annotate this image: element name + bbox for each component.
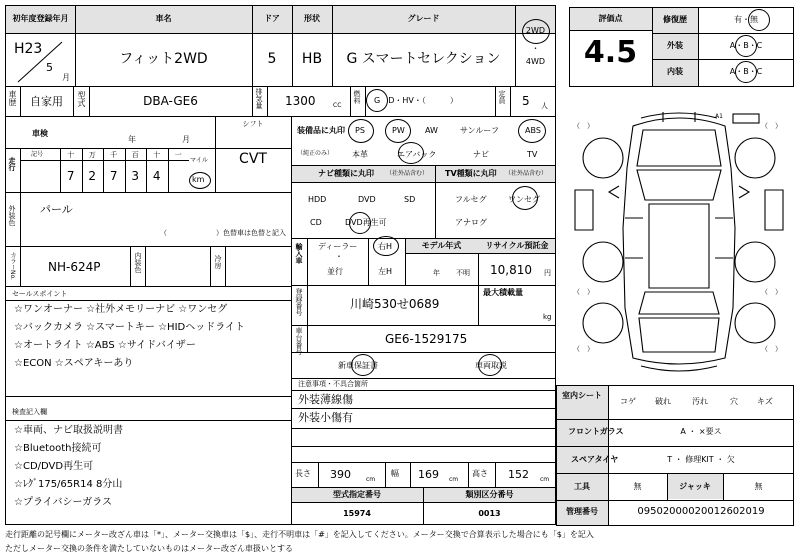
- km-label: km: [192, 175, 205, 184]
- note-1: 外装薄線傷: [298, 393, 353, 406]
- shape-header: 形状: [304, 14, 320, 23]
- inspection-1: ☆車両、ナビ取扱説明書: [14, 425, 123, 436]
- svg-text:（ ）: （ ）: [573, 345, 594, 353]
- sales-point-1: ☆ワンオーナー ☆社外メモリーナビ ☆ワンセグ: [14, 304, 228, 315]
- color-value: パール: [40, 203, 73, 216]
- tv-sub: （社外品含む）: [505, 170, 548, 177]
- navi-label: ナビ種類に丸印: [318, 169, 374, 178]
- class-cert-label: 類別区分番号: [465, 490, 514, 499]
- model-year-nen: 年: [433, 269, 440, 277]
- mileage-unit-label: 十: [153, 151, 161, 159]
- door-count: 5: [267, 51, 277, 67]
- tools-value: 無: [633, 482, 642, 491]
- footer-note-2: ただしメーター交換の条件を満たしていないものはメーター改ざん車扱いとする: [5, 544, 293, 553]
- grade-value: G スマートセレクション: [346, 51, 501, 67]
- length-value: 390: [330, 468, 351, 481]
- circle-dvd-play: [349, 212, 371, 234]
- management-label: 管理番号: [566, 507, 598, 516]
- mileage-unit-label: 一: [174, 151, 182, 159]
- interior-color-label: 内装色: [134, 252, 142, 273]
- inspection-label: 検査記入欄: [12, 408, 47, 416]
- inspection-2: ☆Bluetooth接続可: [14, 443, 102, 454]
- navi-dvd-play: DVD再生可: [345, 218, 387, 227]
- svg-text:（ ）: （ ）: [761, 345, 782, 353]
- circle-exterior-b: [735, 35, 757, 57]
- height-label: 高さ: [472, 469, 488, 478]
- width-value: 169: [418, 468, 439, 481]
- interior-seat-label: 室内シート: [562, 391, 602, 400]
- chassis-number: GE6-1529175: [385, 332, 468, 346]
- model-year-label: モデル年式: [421, 241, 462, 250]
- capacity-unit: 人: [541, 102, 548, 110]
- capacity-label: 定員: [498, 90, 506, 104]
- cc-unit: CC: [333, 102, 342, 109]
- circle-warranty: [351, 354, 375, 376]
- notes-label: 注意事項・不具合箇所: [298, 380, 368, 388]
- equip-ps: PS: [355, 126, 365, 135]
- windshield-label: フロントガラス: [568, 427, 624, 436]
- equip-abs: ABS: [525, 126, 541, 135]
- jack-value: 無: [754, 482, 763, 491]
- import-dealer: ディーラー: [318, 242, 358, 251]
- registration-number: 川崎530せ0689: [350, 297, 440, 311]
- sales-point-3: ☆オートライト ☆ABS ☆サイドバイザー: [14, 340, 196, 351]
- displacement: 1300: [285, 94, 316, 108]
- jack-label: ジャッキ: [679, 482, 711, 491]
- inspection-5: ☆プライバシーガラス: [14, 497, 112, 508]
- door-header: ドア: [264, 14, 280, 23]
- equip-sunroof: サンルーフ: [460, 126, 499, 135]
- capacity: 5: [522, 94, 530, 108]
- management-number: 09502000020012602019: [637, 506, 765, 517]
- spare-tire-options: T ・ 修理KIT ・ 欠: [667, 455, 735, 464]
- name-header: 車名: [155, 14, 172, 23]
- equip-sub: （純正のみ）: [297, 150, 334, 157]
- seat-tear: 破れ: [655, 397, 671, 406]
- shaken-month: 月: [182, 135, 190, 144]
- usage-value: 自家用: [30, 95, 63, 108]
- year-header: 初年度登録年月: [12, 14, 69, 23]
- mile-label: マイル: [190, 157, 208, 164]
- mileage-digit: 2: [88, 169, 97, 183]
- displacement-label: 排気量: [255, 88, 263, 109]
- mileage-unit-label: 十: [67, 151, 75, 159]
- max-load-label: 最大積載量: [483, 288, 523, 297]
- car-damage-diagram: [563, 108, 795, 378]
- mileage-label: 走行: [8, 157, 16, 171]
- mileage-unit-label: 千: [110, 151, 118, 159]
- seat-hole: 穴: [730, 397, 738, 406]
- seat-burn: コゲ: [620, 397, 636, 406]
- circle-repair-none: [748, 9, 770, 31]
- color-label: 外装色: [8, 205, 16, 226]
- circle-fuel: [366, 89, 388, 112]
- model-year-unknown: 不明: [456, 269, 470, 277]
- equip-leather: 本革: [352, 150, 368, 159]
- import-dot: ・: [335, 252, 343, 261]
- max-load-unit: kg: [543, 313, 552, 321]
- type-cert-number: 15974: [343, 509, 371, 518]
- circle-right-hand: [373, 236, 399, 256]
- tv-label: TV種類に丸印: [445, 169, 497, 178]
- color-no-value: NH-624P: [48, 260, 101, 274]
- registration-month: 5: [46, 61, 53, 74]
- inspection-3: ☆CD/DVD再生可: [14, 461, 94, 472]
- circle-km: [189, 172, 211, 189]
- mileage-digit: 3: [131, 169, 140, 183]
- seat-stain: 汚れ: [692, 397, 708, 406]
- navi-sub: （社外品含む）: [386, 170, 429, 177]
- sales-point-4: ☆ECON ☆スペアキーあり: [14, 358, 134, 369]
- recycle-fee: 10,810: [490, 263, 532, 277]
- equip-pw: PW: [392, 126, 405, 135]
- svg-text:（ ）: （ ）: [761, 122, 782, 130]
- mileage-header-line: [60, 160, 189, 161]
- class-cert-number: 0013: [478, 509, 501, 518]
- mileage-digit: 4: [152, 169, 161, 183]
- grade-header: グレード: [407, 14, 440, 23]
- shaken-label: 車検: [32, 129, 48, 138]
- width-label: 幅: [391, 469, 399, 478]
- import-left-hand: 左H: [378, 267, 393, 276]
- length-label: 長さ: [295, 469, 311, 478]
- diagram-a1-label: A1: [715, 113, 723, 120]
- spare-tire-label: スペアタイヤ: [571, 455, 619, 464]
- height-unit: cm: [540, 476, 550, 483]
- tv-analog: アナログ: [455, 218, 487, 227]
- import-label: 輸入車: [295, 243, 303, 264]
- repair-options: 有・無: [734, 15, 758, 24]
- navi-sd: SD: [404, 195, 416, 204]
- inspection-4: ☆ﾚｸﾞ175/65R14 8分山: [14, 479, 123, 490]
- circle-pw: [385, 119, 411, 143]
- score-label: 評価点: [598, 14, 623, 23]
- navi-dvd: DVD: [358, 195, 376, 204]
- exterior-label: 外装: [667, 41, 683, 50]
- circle-ps: [348, 119, 374, 143]
- type-cert-label: 型式指定番号: [333, 490, 381, 499]
- interior-options: A・B・C: [729, 67, 763, 76]
- drive-4wd: 4WD: [525, 57, 546, 66]
- drive-dot: ・: [531, 44, 540, 53]
- mileage-unit-label: 万: [88, 151, 96, 159]
- registration-era: H23: [14, 41, 43, 57]
- car-name: フィット2WD: [119, 51, 208, 67]
- interior-label: 内装: [667, 67, 683, 76]
- tools-label: 工具: [574, 482, 590, 491]
- equip-aw: AW: [425, 126, 438, 135]
- chassis-label: 車台番号: [295, 327, 303, 355]
- circle-2wd: [522, 19, 550, 44]
- color-change-note: （ ）色替車は色替と記入: [160, 229, 286, 237]
- tv-fullseg: フルセグ: [455, 195, 487, 204]
- svg-text:（ ）: （ ）: [761, 288, 782, 296]
- shift-value: CVT: [239, 151, 267, 167]
- equip-airbag: エアバック: [397, 150, 437, 159]
- circle-manual: [478, 354, 502, 376]
- month-unit: 月: [62, 73, 70, 82]
- navi-cd: CD: [310, 218, 322, 227]
- recycle-yen: 円: [544, 269, 551, 277]
- circle-interior-b: [735, 61, 757, 83]
- equip-label: 装備品に丸印: [297, 126, 345, 135]
- drive-2wd: 2WD: [525, 26, 546, 35]
- seat-scratch: キズ: [757, 397, 773, 406]
- warranty-doc: 新車保証書: [338, 361, 378, 370]
- sales-points-label: セールスポイント: [12, 290, 68, 298]
- import-right-hand: 右H: [378, 242, 393, 251]
- aircon-label: 冷房: [214, 255, 222, 269]
- shaken-year: 年: [128, 135, 136, 144]
- registration-label: 登録番号: [295, 288, 303, 316]
- tv-oneseg: ワンセグ: [508, 195, 540, 204]
- circle-airbag: [398, 142, 424, 164]
- mileage-digit: 7: [66, 169, 75, 183]
- equip-tv: TV: [527, 150, 538, 159]
- footer-note-1: 走行距離の記号欄にメーター改ざん車は「*」、メーター交換車は「$」、走行不明車は「#」を記入してください。メーター交換で合算表示した場合にも「$」を記入: [5, 530, 594, 539]
- recycle-label: リサイクル預託金: [485, 241, 549, 250]
- equip-navi: ナビ: [473, 150, 489, 159]
- note-2: 外装小傷有: [298, 411, 353, 424]
- circle-abs: [518, 119, 546, 143]
- mileage-kigo: 記号: [31, 151, 44, 158]
- body-shape: HB: [301, 51, 323, 67]
- mileage-unit-label: 百: [131, 151, 139, 159]
- color-no-label: カラーNo.: [9, 252, 16, 280]
- circle-oneseg: [512, 186, 538, 210]
- usage-label: 車歴: [8, 90, 17, 106]
- height-value: 152: [508, 468, 529, 481]
- windshield-options: A ・ ×要ス: [680, 427, 722, 436]
- sales-point-2: ☆バックカメラ ☆スマートキー ☆HIDヘッドライト: [14, 322, 245, 333]
- shift-label: シフト: [242, 120, 264, 128]
- score-value: 4.5: [583, 35, 638, 70]
- repair-label: 修復歴: [663, 15, 687, 24]
- svg-text:（ ）: （ ）: [573, 122, 594, 130]
- length-unit: cm: [366, 476, 376, 483]
- fuel-options: G D・HV・（ ）: [374, 96, 458, 105]
- model-code: DBA-GE6: [143, 94, 198, 108]
- navi-hdd: HDD: [308, 195, 327, 204]
- fuel-label: 燃料: [353, 90, 361, 104]
- svg-text:（ ）: （ ）: [573, 288, 594, 296]
- mileage-digit: 7: [109, 169, 118, 183]
- model-label: 型式: [77, 91, 86, 107]
- exterior-options: A・B・C: [729, 41, 763, 50]
- width-unit: cm: [449, 476, 459, 483]
- manual-doc: 車両取説: [475, 361, 507, 370]
- import-parallel: 並行: [327, 267, 343, 276]
